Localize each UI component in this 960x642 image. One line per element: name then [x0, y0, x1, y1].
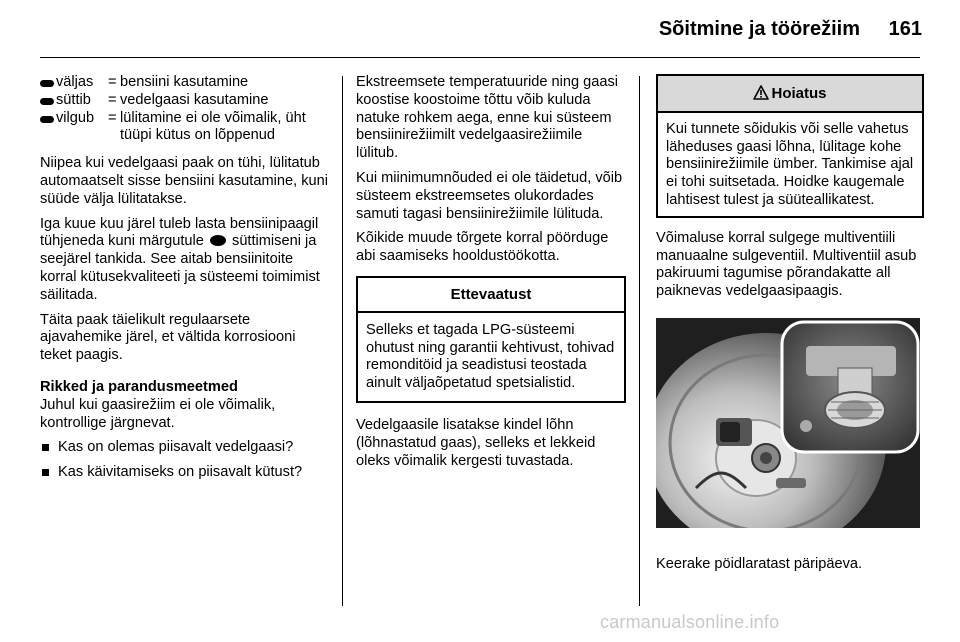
column-3 [656, 74, 924, 581]
caution-title: Ettevaatust [358, 278, 624, 313]
lpg-indicator-icon [210, 235, 226, 246]
legend-equals: = [108, 109, 117, 126]
paragraph: Ekstreemsete temperatuuride ning gaasi koostise koostoime tõttu võib kuluda natuke rohkem aega, enne kui süsteem bensiinirežiimilt vedelgaasirežiimile lülitub. [356, 74, 619, 162]
section-heading: Rikked ja parandusmeetmed [40, 378, 238, 395]
column-2 [356, 74, 626, 477]
legend-term: süttib [56, 91, 91, 108]
legend-row [40, 92, 330, 110]
caution-body: Selleks et tagada LPG-süsteemi ohutust ning garantii kehtivust, tohivad remonditöid ja seadistusi teostada ainult väljaõpetatud spetsialistid. [366, 321, 615, 392]
page-number: 161 [888, 18, 922, 40]
lpg-indicator-icon [40, 97, 56, 106]
lpg-indicator-icon [40, 79, 56, 88]
legend-description: bensiini kasutamine [120, 74, 249, 90]
column-divider-1 [342, 76, 343, 606]
paragraph: Keerake pöidlaratast päripäeva. [656, 555, 863, 572]
bullet-square-icon [40, 439, 58, 457]
header-divider [40, 57, 920, 58]
paragraph-text: Iga kuue kuu järel tuleb lasta bensiinipaagil tühjeneda kuni märgutule [40, 215, 319, 250]
legend-term: vilgub [56, 109, 95, 126]
legend-description: vedelgaasi kasutamine [120, 91, 269, 108]
legend-term: väljas [56, 74, 94, 90]
legend-equals: = [108, 74, 117, 90]
legend-row [40, 110, 330, 146]
paragraph: Vedelgaasile lisatakse kindel lõhn (lõhnastatud gaas), selleks et lekkeid oleks võimalik kergesti tuvastada. [356, 416, 596, 469]
warning-triangle-icon [753, 85, 769, 100]
warning-title: Hoiatus [771, 85, 827, 102]
paragraph: Juhul kui gaasirežiim ei ole võimalik, kontrollige järgnevat. [40, 396, 276, 431]
paragraph-text: süttimiseni ja seejärel tankida. See aitab bensiinitoite korral kütusekvaliteeti ja süsteemi toimimist säilitada. [40, 233, 320, 303]
warning-box [656, 74, 924, 218]
bullet-item [40, 439, 330, 457]
legend-equals: = [108, 91, 117, 108]
paragraph: Täita paak täielikult regulaarsete ajavahemike järel, et vältida korrosiooni teket paagis. [40, 311, 296, 364]
bullet-text: Kas käivitamiseks on piisavalt kütust? [58, 464, 303, 481]
page-header-title: Sõitmine ja töörežiim [658, 18, 860, 40]
paragraph: Niipea kui vedelgaasi paak on tühi, lülitatub automaatselt sisse bensiini kasutamine, kuni süüde välja lülitatakse. [40, 155, 328, 207]
bullet-item [40, 464, 330, 482]
paragraph: Kõikide muude tõrgete korral pöörduge abi saamiseks hooldustöökotta. [356, 230, 609, 265]
warning-body: Kui tunnete sõidukis või selle vahetus läheduses gaasi lõhna, lülitage kohe bensiinirežiimile ümber. Tankimise ajal ei tohi suitsetada. Hoidke kaugemale lahtisest tulest ja süüteallikatest. [666, 120, 914, 208]
bullet-square-icon [40, 464, 58, 482]
paragraph: Võimaluse korral sulgege multiventiili manuaalne sulgeventiil. Multiventiil asub pakiruumi tagumise põrandakatte all paiknevas vedelgaasipaagis. [656, 229, 917, 300]
warning-header [658, 76, 922, 113]
paragraph: Kui miinimumnõuded ei ole täidetud, võib süsteem ekstreemsetes olukordades samuti tagasi bensiinirežiimile lülituda. [356, 169, 623, 222]
paragraph [40, 216, 330, 305]
lpg-indicator-icon [40, 115, 56, 124]
multivalve-photo [656, 318, 920, 528]
watermark: carmanualsonline.info [600, 612, 780, 632]
legend-description: lülitamine ei ole võimalik, üht tüüpi kütus on lõppenud [120, 109, 306, 144]
column-divider-2 [639, 76, 640, 606]
caution-box [356, 276, 626, 403]
bullet-text: Kas on olemas piisavalt vedelgaasi? [58, 439, 294, 456]
indicator-legend [40, 74, 330, 145]
legend-row [40, 74, 330, 92]
column-1 [40, 74, 330, 489]
